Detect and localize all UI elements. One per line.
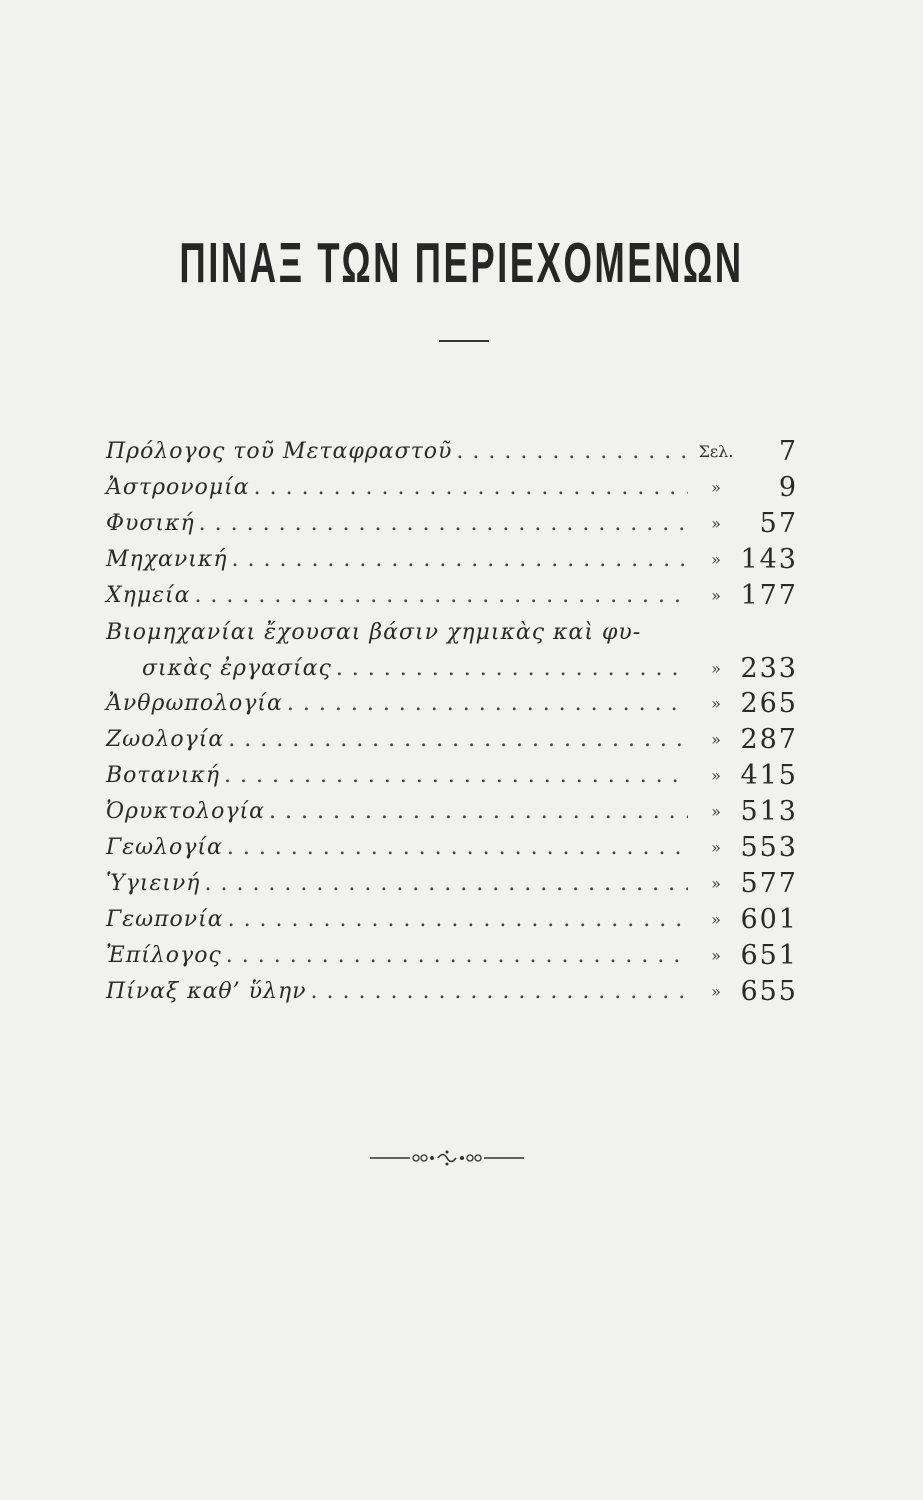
toc-entry-epilogue [106,938,798,974]
toc-entry-label: Ζωολογία [106,727,225,752]
ditto-mark: » [711,874,721,893]
leader-dots [194,578,688,614]
toc-entry-geology [106,830,798,866]
ditto-mark: » [711,550,721,569]
ditto-mark: » [711,910,721,929]
toc-entry-label-line1: Βιομηχανίαι ἔχουσαι βάσιν χημικὰς καὶ φυ- [106,620,642,645]
toc-entry-mechanics [106,542,798,578]
ditto-mark: » [711,514,721,533]
toc-entry-label: Γεωλογία [106,835,223,860]
toc-entry-page: 177 [740,580,798,611]
toc-entry-page: 513 [740,796,798,827]
toc-entry-zoology [106,722,798,758]
ditto-mark: » [711,982,721,1001]
toc-entry-agriculture [106,902,798,938]
toc-entry-label: Ἀνθρωπολογία [106,691,283,716]
leader-dots [204,866,688,902]
toc-entry-page: 651 [740,940,798,971]
toc-entry-label: Μηχανική [106,547,228,572]
toc-entry-label: Ὀρυκτολογία [106,799,266,824]
toc-entry-prologue [106,434,798,470]
toc-entry-page: 655 [740,976,798,1007]
table-of-contents [106,434,798,1010]
leader-dots [336,652,688,686]
toc-entry-physics [106,506,798,542]
toc-entry-mineralogy [106,794,798,830]
ditto-mark: » [711,946,721,965]
toc-entry-label: Ἀστρονομία [106,475,250,500]
toc-entry-page: 7 [778,436,798,467]
toc-entry-label: Γεωπονία [106,907,224,932]
toc-entry-page: 553 [740,832,798,863]
page-title: ΠΙΝΑΞ ΤΩΝ ΠΕΡΙΕΧΟΜΕΝΩΝ [179,232,744,295]
leader-dots [269,794,688,830]
leader-dots [199,506,688,542]
ditto-mark: » [711,730,721,749]
ditto-mark: » [711,802,721,821]
toc-entry-label-line2: σικὰς ἐργασίας [142,656,332,681]
ditto-mark: » [711,838,721,857]
toc-entry-label: Χημεία [106,583,191,608]
page-abbrev: Σελ. [698,442,734,461]
leader-dots [311,974,688,1010]
toc-entry-astronomy [106,470,798,506]
leader-dots [227,830,688,866]
toc-entry-page: 577 [740,868,798,899]
leader-dots [226,938,688,974]
ditto-mark: » [711,766,721,785]
toc-entry-page: 143 [740,544,798,575]
toc-entry-botany [106,758,798,794]
toc-entry-subject-index [106,974,798,1010]
toc-entry-page: 287 [740,724,798,755]
toc-entry-page: 233 [740,653,798,684]
toc-entry-label: Φυσική [106,511,195,536]
toc-entry-label: Πρόλογος τοῦ Μεταφραστοῦ [106,439,453,464]
toc-entry-page: 415 [740,760,798,791]
ditto-mark: » [711,694,721,713]
leader-dots [228,902,688,938]
toc-entry-page: 265 [740,688,798,719]
ditto-mark: » [711,659,721,678]
toc-entry-page: 9 [778,472,798,503]
toc-entry-page: 601 [740,904,798,935]
leader-dots [232,542,688,578]
ornament-divider-icon [370,1148,524,1168]
leader-dots [287,686,688,722]
toc-entry-chemistry [106,578,798,614]
toc-entry-label: Ὑγιεινή [106,871,201,896]
ditto-mark: » [711,478,721,497]
toc-entry-label: Βοτανική [106,763,221,788]
toc-entry-page: 57 [759,508,798,539]
leader-dots [224,758,688,794]
leader-dots [254,470,688,506]
toc-entry-hygiene [106,866,798,902]
title-divider [439,340,489,342]
toc-entry-label: Πίναξ καθ’ ὕλην [106,979,307,1004]
ditto-mark: » [711,586,721,605]
leader-dots [228,722,688,758]
leader-dots [456,434,688,470]
toc-entry-industries [106,614,798,686]
toc-entry-label: Ἐπίλογος [106,943,222,968]
toc-entry-anthropology [106,686,798,722]
